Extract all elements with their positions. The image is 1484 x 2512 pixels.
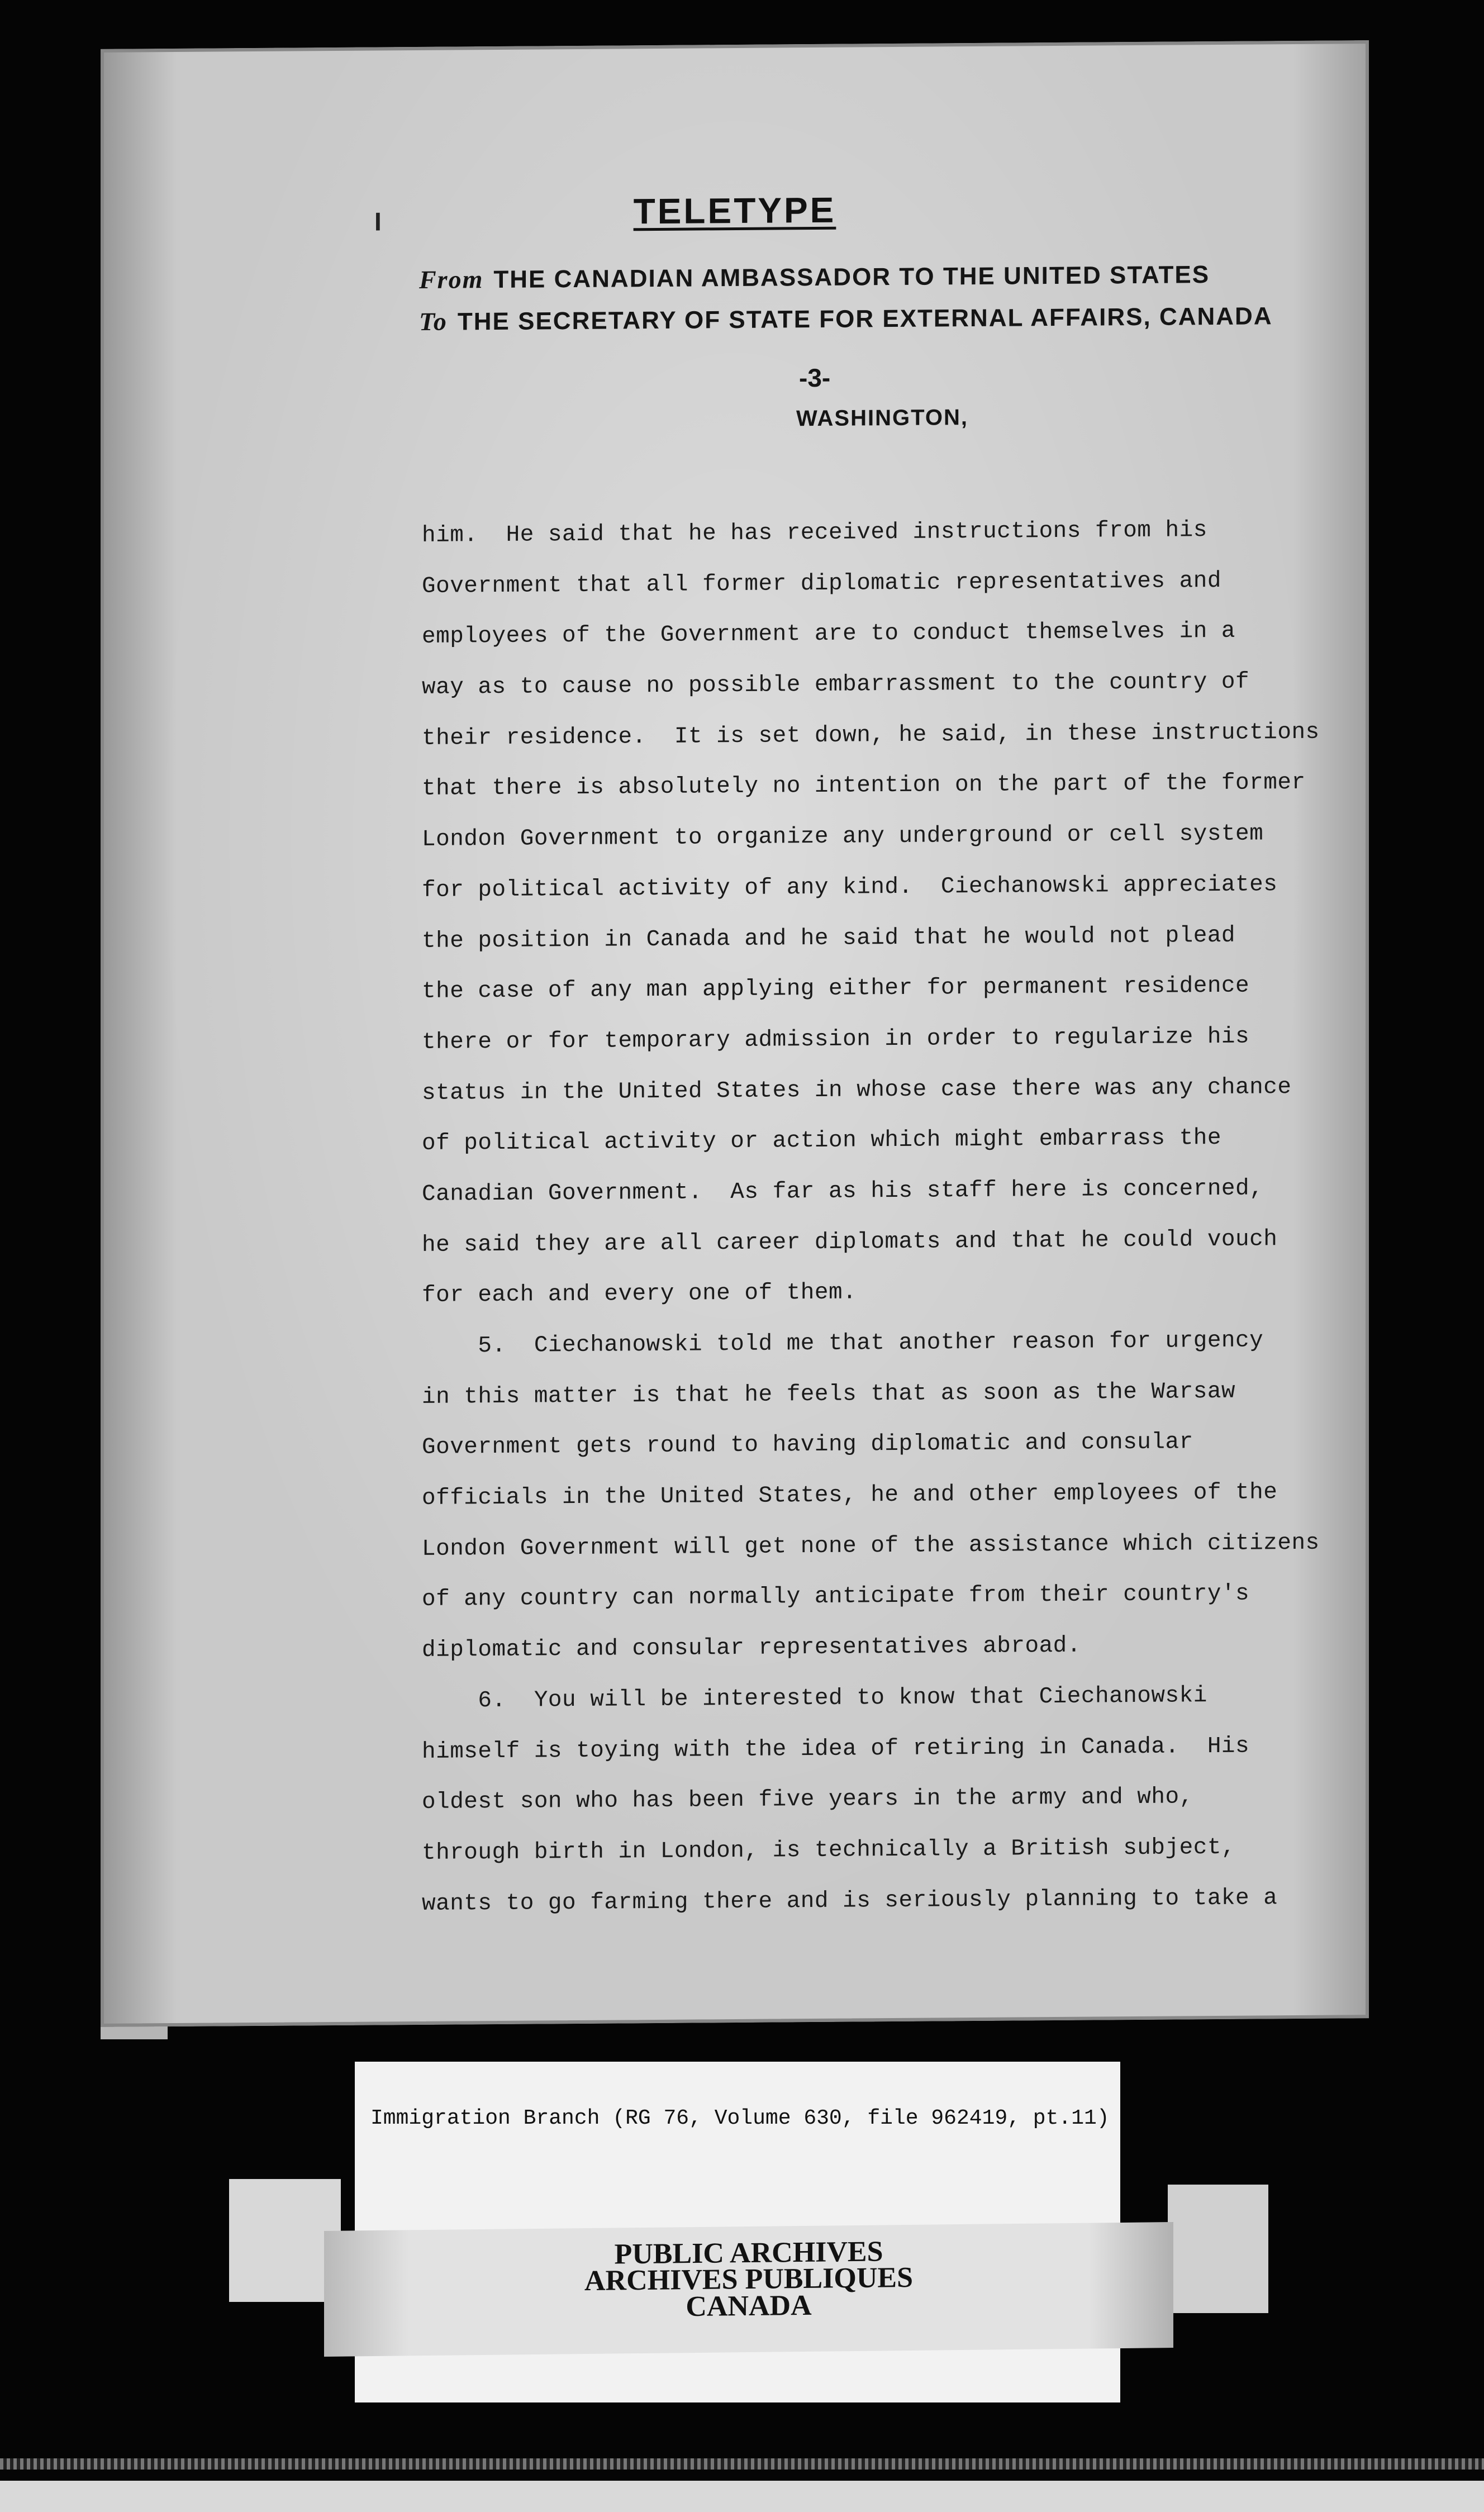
document-title: TELETYPE [633,189,836,232]
place-line: WASHINGTON, [796,405,968,431]
body-line: their residence. It is set down, he said, in these instructions [422,719,1320,751]
body-line: diplomatic and consular representatives abroad. [422,1633,1081,1664]
from-label: From [419,265,484,294]
punch-mark: I [374,207,382,236]
stamp-line-3: CANADA [686,2289,812,2323]
stamp-line-1: PUBLIC ARCHIVES [614,2235,883,2271]
film-bottom-strip [0,2481,1484,2512]
body-line: 5. Ciechanowski told me that another reason for urgency [422,1328,1264,1359]
teletype-page [101,40,1369,2027]
to-text: THE SECRETARY OF STATE FOR EXTERNAL AFFAIRS, CANADA [457,302,1273,336]
body-line: way as to cause no possible embarrassment to the country of [422,669,1250,701]
body-line: Canadian Government. As far as his staff here is concerned, [422,1176,1264,1207]
body-line: of any country can normally anticipate from their country's [422,1581,1250,1613]
body-line: officials in the United States, he and other employees of the [422,1479,1278,1511]
body-line: the case of any man applying either for permanent residence [422,973,1250,1005]
body-line: the position in Canada and he said that he would not plead [422,922,1236,954]
page-number: -3- [799,363,831,393]
stamp-line-2: ARCHIVES PUBLIQUES [584,2261,914,2297]
body-line: there or for temporary admission in order to regularize his [422,1024,1250,1055]
from-text: THE CANADIAN AMBASSADOR TO THE UNITED STATES [493,261,1210,294]
body-line: oldest son who has been five years in the army and who, [422,1784,1193,1816]
body-line: he said they are all career diplomats and that he could vouch [422,1226,1278,1258]
body-line: of political activity or action which might embarrass the [422,1125,1221,1157]
body-line: himself is toying with the idea of retiring in Canada. His [422,1733,1250,1765]
body-line: wants to go farming there and is seriously planning to take a [422,1885,1278,1917]
from-line [419,259,1210,294]
body-line: him. He said that he has received instructions from his [422,517,1207,549]
body-line: Government gets round to having diplomatic and consular [422,1429,1193,1461]
body-line: for political activity of any kind. Ciechanowski appreciates [422,872,1278,903]
archive-reference: Immigration Branch (RG 76, Volume 630, file 962419, pt.11) [370,2106,1110,2130]
body-line: status in the United States in whose case there was any chance [422,1074,1292,1106]
body-line: Government that all former diplomatic representatives and [422,568,1221,600]
archive-stamp-strip [324,2222,1173,2357]
to-label: To [419,307,448,336]
body-line: 6. You will be interested to know that Ciechanowski [422,1682,1207,1714]
body-line: that there is absolutely no intention on the part of the former [422,770,1306,802]
body-line: in this matter is that he feels that as soon as the Warsaw [422,1378,1236,1410]
strip-right-tab [1168,2185,1268,2313]
body-line: through birth in London, is technically a British subject, [422,1834,1236,1866]
body-line: employees of the Government are to conduct themselves in a [422,619,1236,650]
body-line: London Government to organize any underground or cell system [422,821,1264,853]
body-text [422,503,1428,1929]
body-line: for each and every one of them. [422,1279,857,1309]
body-line: London Government will get none of the assistance which citizens [422,1530,1320,1562]
film-edge [0,2458,1484,2470]
to-line [419,301,1273,336]
